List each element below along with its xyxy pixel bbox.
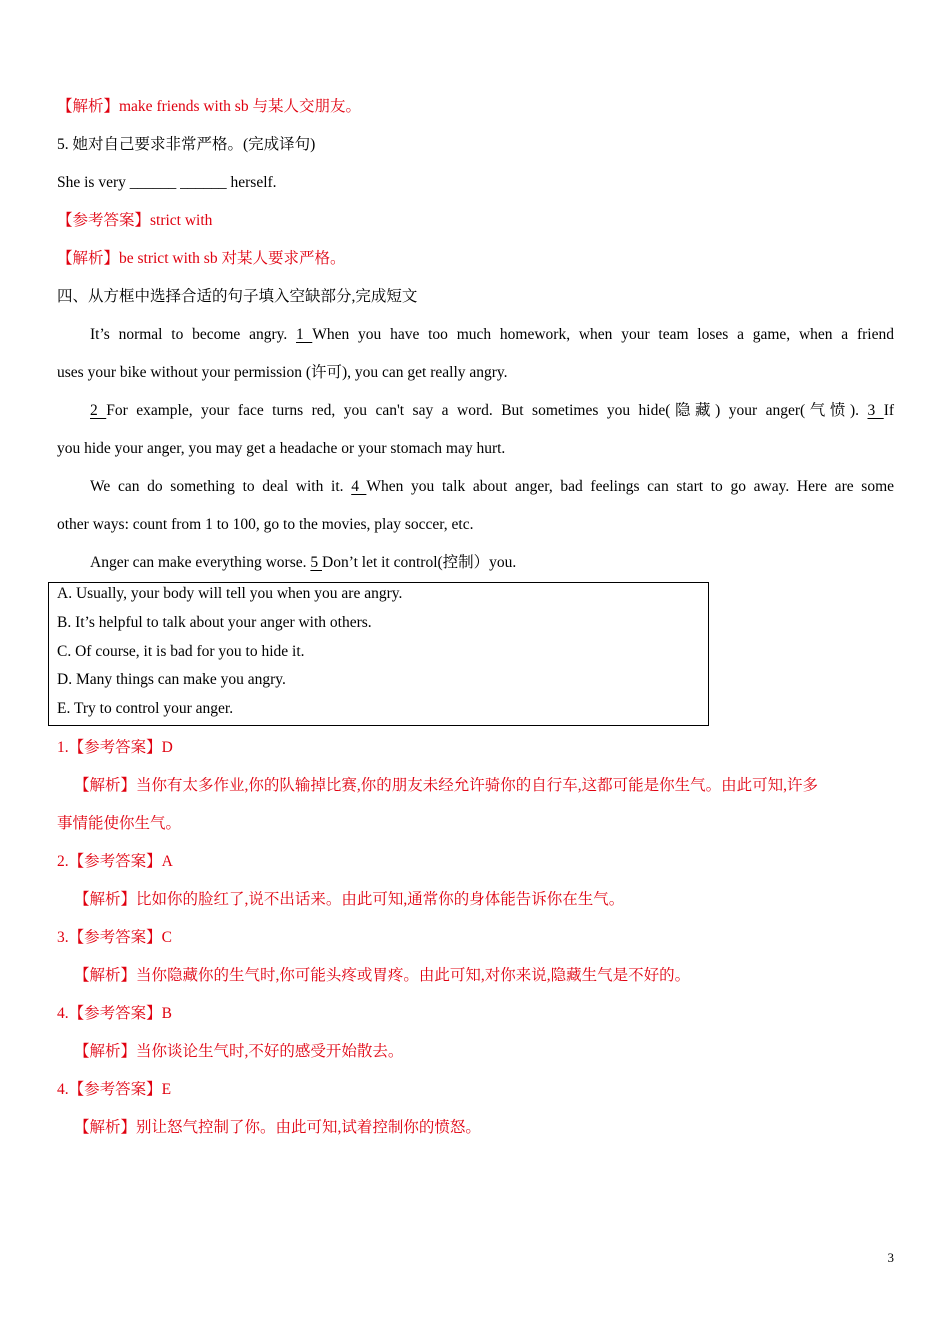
explanation-5: 【解析】别让怒气控制了你。由此可知,试着控制你的愤怒。 [74,1119,481,1136]
passage-para-2-cont: you hide your anger, you may get a headache or your stomach may hurt. [57,440,506,457]
blank-4: 4 [351,478,367,495]
answer-5: 4.【参考答案】E [57,1081,172,1098]
option-e: E. Try to control your anger. [57,700,234,717]
explanation-1-cont: 事情能使你生气。 [57,815,182,832]
explanation-1: 【解析】当你有太多作业,你的队输掉比赛,你的朋友未经允许骑你的自行车,这都可能是你生气。由此可知,许多 [74,777,819,794]
question-5: 5. 她对自己要求非常严格。(完成译句) [57,136,316,153]
blank-5: 5 [310,554,322,571]
passage-para-2: 2 For example, your face turns red, you can't say a word. But sometimes you hide(隐藏) your anger(气愤). 3 If [90,402,895,419]
passage-para-1-cont: uses your bike without your permission (许可), you can get really angry. [57,364,508,381]
explanation-line: 【解析】be strict with sb 对某人要求严格。 [57,250,346,267]
blank-2: 2 [90,402,107,419]
answer-3: 3.【参考答案】C [57,929,172,946]
explanation-3: 【解析】当你隐藏你的生气时,你可能头疼或胃疼。由此可知,对你来说,隐藏生气是不好的。 [74,967,691,984]
answer-2: 2.【参考答案】A [57,853,173,870]
blank-1: 1 [296,326,313,343]
section-heading: 四、从方框中选择合适的句子填入空缺部分,完成短文 [57,288,418,305]
passage-para-4: Anger can make everything worse. 5 Don’t let it control(控制）you. [90,554,517,571]
explanation-2: 【解析】比如你的脸红了,说不出话来。由此可知,通常你的身体能告诉你在生气。 [74,891,625,908]
option-b: B. It’s helpful to talk about your anger with others. [57,614,372,631]
answer-1: 1.【参考答案】D [57,739,173,756]
option-c: C. Of course, it is bad for you to hide it. [57,643,305,660]
question-5-sentence: She is very ______ ______ herself. [57,174,277,191]
option-a: A. Usually, your body will tell you when you are angry. [57,585,403,602]
explanation-4: 【解析】当你谈论生气时,不好的感受开始散去。 [74,1043,404,1060]
option-d: D. Many things can make you angry. [57,671,286,688]
answer-line: 【参考答案】strict with [57,212,213,229]
blank-3: 3 [867,402,884,419]
explanation-line: 【解析】make friends with sb 与某人交朋友。 [57,98,361,115]
passage-para-3-cont: other ways: count from 1 to 100, go to the movies, play soccer, etc. [57,516,474,533]
page-number: 3 [887,1250,894,1265]
answer-4: 4.【参考答案】B [57,1005,172,1022]
passage-para-3: We can do something to deal with it. 4 When you talk about anger, bad feelings can start to go away. Here are some [90,478,895,495]
passage-para-1: It’s normal to become angry. 1 When you have too much homework, when your team loses a game, when a friend [90,326,894,343]
